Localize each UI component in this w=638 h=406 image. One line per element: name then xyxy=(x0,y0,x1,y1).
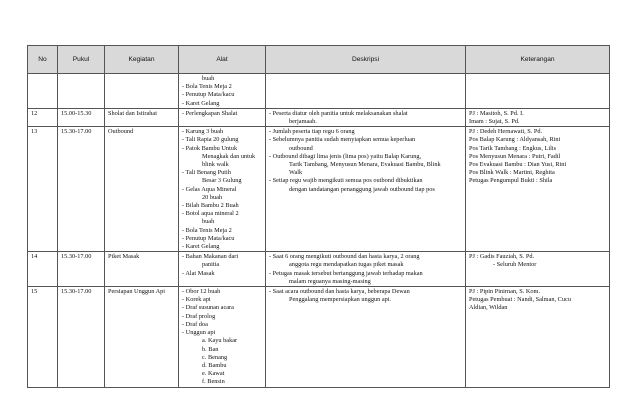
deskripsi-line: - Setiap regu wajib mengikuti semua pos outbond dibuktikan xyxy=(269,177,423,185)
deskripsi-line: outbound xyxy=(289,144,313,152)
header-alat: Alat xyxy=(179,46,266,74)
alat-line: - Botol aqua mineral 2 xyxy=(182,210,239,218)
table-row xyxy=(28,287,610,387)
table-row xyxy=(28,127,610,252)
alat-line: c. Benang xyxy=(202,353,228,361)
keterangan-line: PJ : Pipin Pinirnan, S. Kom. xyxy=(469,288,541,296)
alat-line: e. Kawat xyxy=(202,370,225,378)
cell-pukul: 15.30-17.00 xyxy=(58,127,105,252)
alat-line: f. Bensin xyxy=(202,378,225,386)
keterangan-line: Pos Evakuasi Bambu : Dian Yusi, Rini xyxy=(469,161,567,169)
deskripsi-line: Penggalang mempersiapkan unggun api. xyxy=(289,296,392,304)
alat-line: buah xyxy=(202,218,215,226)
alat-line: - Tali Rapia 20 gulung xyxy=(182,136,239,144)
keterangan-line: - Seluruh Mentor xyxy=(493,261,537,269)
keterangan-line: Aldian, Wildan xyxy=(469,304,508,312)
alat-line: - Draf prolog xyxy=(182,312,216,320)
keterangan-line: Pos Blink Walk : Martini, Reghita xyxy=(469,169,555,177)
cell-kegiatan xyxy=(105,74,179,109)
deskripsi-line: berjamaah. xyxy=(289,118,317,126)
alat-line: - Penutup Mata/kacu xyxy=(182,234,235,242)
alat-line: a. Kayu bakar xyxy=(202,337,238,345)
cell-pukul: 15.30-17.00 xyxy=(58,252,105,287)
deskripsi-line: - Jumlah peserta tiap regu 6 orang xyxy=(269,128,355,136)
alat-line: panitia xyxy=(202,261,220,269)
deskripsi-line: Tarik Tambang, Menyusun Menara, Evakuasi Bambu, Blink xyxy=(289,161,441,169)
alat-line: - Bahan Makanan dari xyxy=(182,253,239,261)
cell-no: 14 xyxy=(28,252,58,287)
alat-line: - Bola Tenis Meja 2 xyxy=(182,226,232,234)
cell-alat xyxy=(179,127,266,252)
keterangan-line: Pos Tarik Tambang : Engkus, Lilis xyxy=(469,144,557,152)
alat-line: - Gelas Aqua Mineral xyxy=(182,185,237,193)
alat-line: - Bilah Bambu 2 Buah xyxy=(182,202,239,210)
cell-pukul: 15.00-15.30 xyxy=(58,108,105,126)
cell-keterangan xyxy=(466,127,610,252)
cell-deskripsi xyxy=(266,108,466,126)
cell-no: 12 xyxy=(28,108,58,126)
alat-line: - Obor 12 buah xyxy=(182,288,221,296)
alat-line: - Draf susunan acara xyxy=(182,304,234,312)
alat-line: - Karung 3 buah xyxy=(182,128,224,136)
cell-deskripsi xyxy=(266,74,466,109)
deskripsi-line: Walk xyxy=(289,169,303,177)
header-pukul: Pukul xyxy=(58,46,105,74)
cell-keterangan xyxy=(466,287,610,387)
alat-line: buah xyxy=(202,75,215,82)
keterangan-line: PJ : Masitoh, S. Pd. I. xyxy=(469,109,524,117)
cell-kegiatan: Piket Masak xyxy=(105,252,179,287)
alat-line: - Bola Tenis Meja 2 xyxy=(182,83,232,91)
cell-keterangan xyxy=(466,74,610,109)
cell-no xyxy=(28,74,58,109)
cell-deskripsi xyxy=(266,127,466,252)
alat-line: 20 buah xyxy=(202,193,223,201)
alat-line: Menagkak dan untuk xyxy=(202,152,256,160)
alat-line: - Karet Gelang xyxy=(182,243,220,251)
header-deskripsi: Deskripsi xyxy=(266,46,466,74)
cell-kegiatan: Persiapan Unggun Api xyxy=(105,287,179,387)
cell-deskripsi xyxy=(266,287,466,387)
alat-line: - Karet Gelang xyxy=(182,99,220,107)
keterangan-line: Petugas Pengumpul Bukti : Shila xyxy=(469,177,553,185)
keterangan-line: Pos Menyusun Menara : Putri, Fadil xyxy=(469,152,561,160)
deskripsi-line: - Peserta diatur oleh panitia untuk melaksanakan shalat xyxy=(269,109,408,117)
deskripsi-line: - Outbound dibagi lima jenis (lima pos) yaitu Balap Karung, xyxy=(269,152,422,160)
cell-keterangan xyxy=(466,108,610,126)
cell-no: 15 xyxy=(28,287,58,387)
schedule-table xyxy=(27,45,610,388)
header-no: No xyxy=(28,46,58,74)
table-row xyxy=(28,108,610,126)
alat-line: b. Ban xyxy=(202,345,219,353)
deskripsi-line: anggota regu mendapatkan tugas piket masak xyxy=(289,261,404,269)
alat-line: - Patok Bambu Untuk xyxy=(182,144,238,152)
alat-line: - Unggun api xyxy=(182,329,216,337)
table-row-continued xyxy=(28,74,610,109)
cell-no: 13 xyxy=(28,127,58,252)
alat-line: - Draf doa xyxy=(182,320,208,328)
cell-kegiatan: Outbound xyxy=(105,127,179,252)
cell-kegiatan: Sholat dan Istirahat xyxy=(105,108,179,126)
keterangan-line: PJ : Gadis Fauziah, S. Pd. xyxy=(469,253,535,261)
cell-alat xyxy=(179,252,266,287)
keterangan-line: Imam : Sujat, S. Pd. xyxy=(469,118,520,126)
alat-line: - Alat Masak xyxy=(182,269,215,277)
deskripsi-line: dengan tandatangan penanggung jawab outbound tiap pos xyxy=(289,185,435,193)
alat-line: - Perlengkapan Shalat xyxy=(182,109,238,117)
alat-line: - Tali Benang Putih xyxy=(182,169,231,177)
header-keterangan: Keterangan xyxy=(466,46,610,74)
table-row xyxy=(28,252,610,287)
alat-line: Besar 3 Gulung xyxy=(202,177,242,185)
cell-keterangan xyxy=(466,252,610,287)
cell-pukul: 15.30-17.00 xyxy=(58,287,105,387)
cell-alat xyxy=(179,287,266,387)
alat-line: - Korek api xyxy=(182,296,211,304)
keterangan-line: Pos Balap Karung : Aldyansah, Rini xyxy=(469,136,561,144)
cell-deskripsi xyxy=(266,252,466,287)
table-header xyxy=(28,46,610,74)
cell-alat xyxy=(179,108,266,126)
cell-alat xyxy=(179,74,266,109)
deskripsi-line: - Saat 6 orang mengikuti outbound dan hasta karya, 2 orang xyxy=(269,253,420,261)
deskripsi-line: - Sebelumnya panitia sudah menyiapkan semua keperluan xyxy=(269,136,416,144)
header-kegiatan: Kegiatan xyxy=(105,46,179,74)
cell-pukul xyxy=(58,74,105,109)
deskripsi-line: - Saat acara outbound dan hasta karya, beberapa Dewan xyxy=(269,288,410,296)
keterangan-line: Petugas Pembuat : Nandi, Salman, Cucu xyxy=(469,296,571,304)
keterangan-line: PJ : Dedeh Hernawati, S. Pd. xyxy=(469,128,543,136)
deskripsi-line: - Petugas masak tersebut bertanggung jawab terhadap makan xyxy=(269,269,423,277)
alat-line: - Penutup Mata/kacu xyxy=(182,91,235,99)
deskripsi-line: malam reguanya masing-masing xyxy=(289,277,371,285)
alat-line: d. Bambu xyxy=(202,361,227,369)
alat-line: blink walk xyxy=(202,161,229,169)
